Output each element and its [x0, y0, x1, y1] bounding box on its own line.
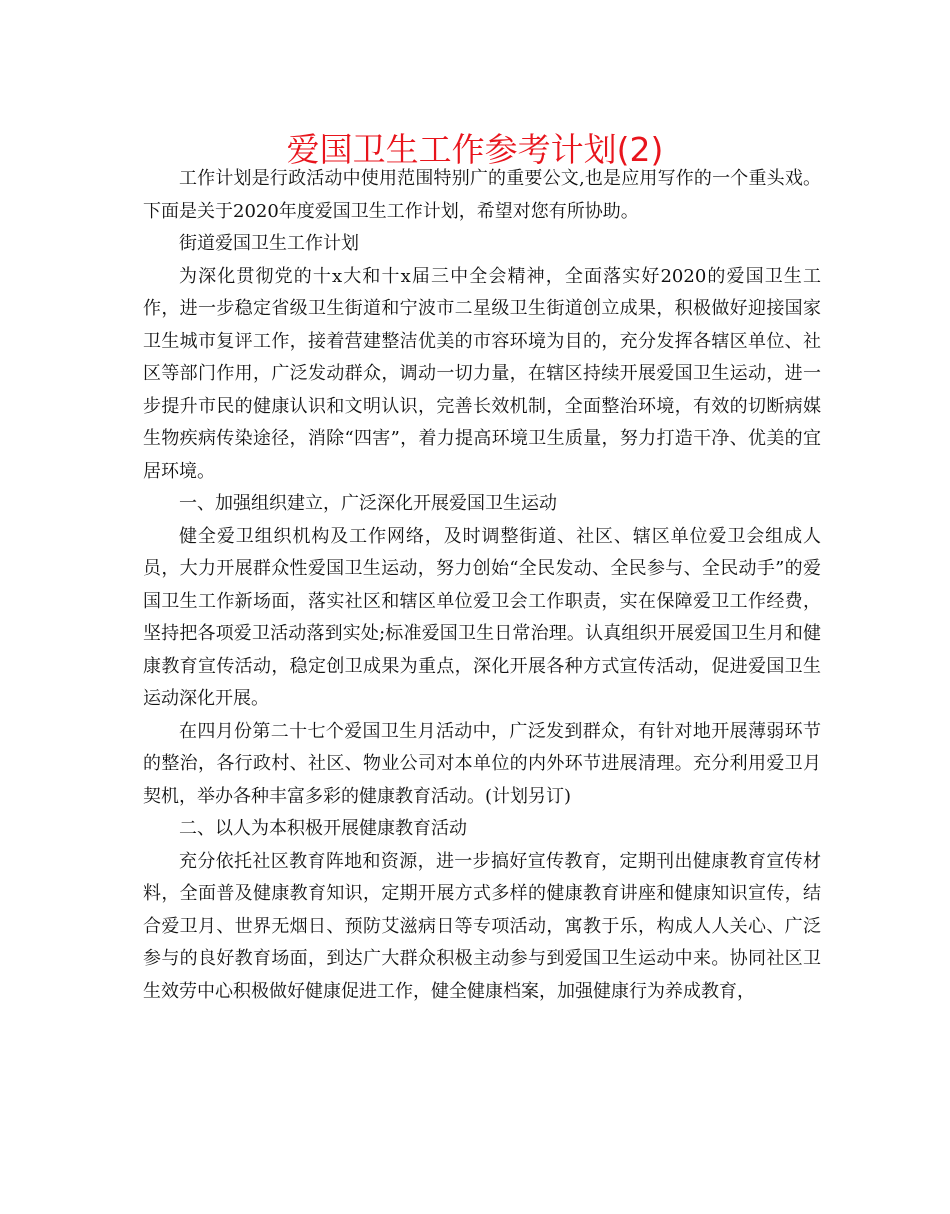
paragraph-health-education: 充分依托社区教育阵地和资源，进一步搞好宣传教育，定期刊出健康教育宣传材料，全面普及健康教育知识，定期开展方式多样的健康教育讲座和健康知识宣传，结合爱卫月、世界无烟日、预防艾滋病日等专项活动，寓教于乐，构成人人关心、广泛参与的良好教育场面，到达广大群众积极主动参与到爱国卫生运动中来。协同社区卫生效劳中心积极做好健康促进工作，健全健康档案，加强健康行为养成教育， [143, 850, 821, 1002]
document-title: 爱国卫生工作参考计划(2) [286, 130, 664, 169]
document-body [143, 163, 821, 1008]
paragraph-organization: 健全爱卫组织机构及工作网络，及时调整街道、社区、辖区单位爱卫会组成人员，大力开展群众性爱国卫生运动，努力创始“全民发动、全民参与、全民动手”的爱国卫生工作新场面，落实社区和辖区单位爱卫会工作职责，实在保障爱卫工作经费，坚持把各项爱卫活动落到实处;标准爱国卫生日常治理。认真组织开展爱国卫生月和健康教育宣传活动，稳定创卫成果为重点，深化开展各种方式宣传活动，促进爱国卫生运动深化开展。 [143, 525, 821, 709]
section-heading-1: 一、加强组织建立，广泛深化开展爱国卫生运动 [179, 493, 557, 514]
paragraph-subtitle: 街道爱国卫生工作计划 [179, 233, 359, 254]
paragraph-april-campaign: 在四月份第二十七个爱国卫生月活动中，广泛发到群众，有针对地开展薄弱环节的整治，各行政村、社区、物业公司对本单位的内外环节进展清理。充分利用爱卫月契机，举办各种丰富多彩的健康教育活动。(计划另订) [143, 720, 821, 807]
paragraph-overview: 为深化贯彻党的十x大和十x届三中全会精神，全面落实好2020的爱国卫生工作，进一步稳定省级卫生街道和宁波市二星级卫生街道创立成果，积极做好迎接国家卫生城市复评工作，接着营建整洁优美的市容环境为目的，充分发挥各辖区单位、社区等部门作用，广泛发动群众，调动一切力量，在辖区持续开展爱国卫生运动，进一步提升市民的健康认识和文明认识，完善长效机制，全面整治环境，有效的切断病媒生物疾病传染途径，消除“四害”，着力提高环境卫生质量，努力打造干净、优美的宜居环境。 [143, 265, 821, 482]
paragraph-intro: 工作计划是行政活动中使用范围特别广的重要公文,也是应用写作的一个重头戏。下面是关于2020年度爱国卫生工作计划，希望对您有所协助。 [143, 168, 821, 222]
section-heading-2: 二、以人为本积极开展健康教育活动 [179, 818, 467, 839]
